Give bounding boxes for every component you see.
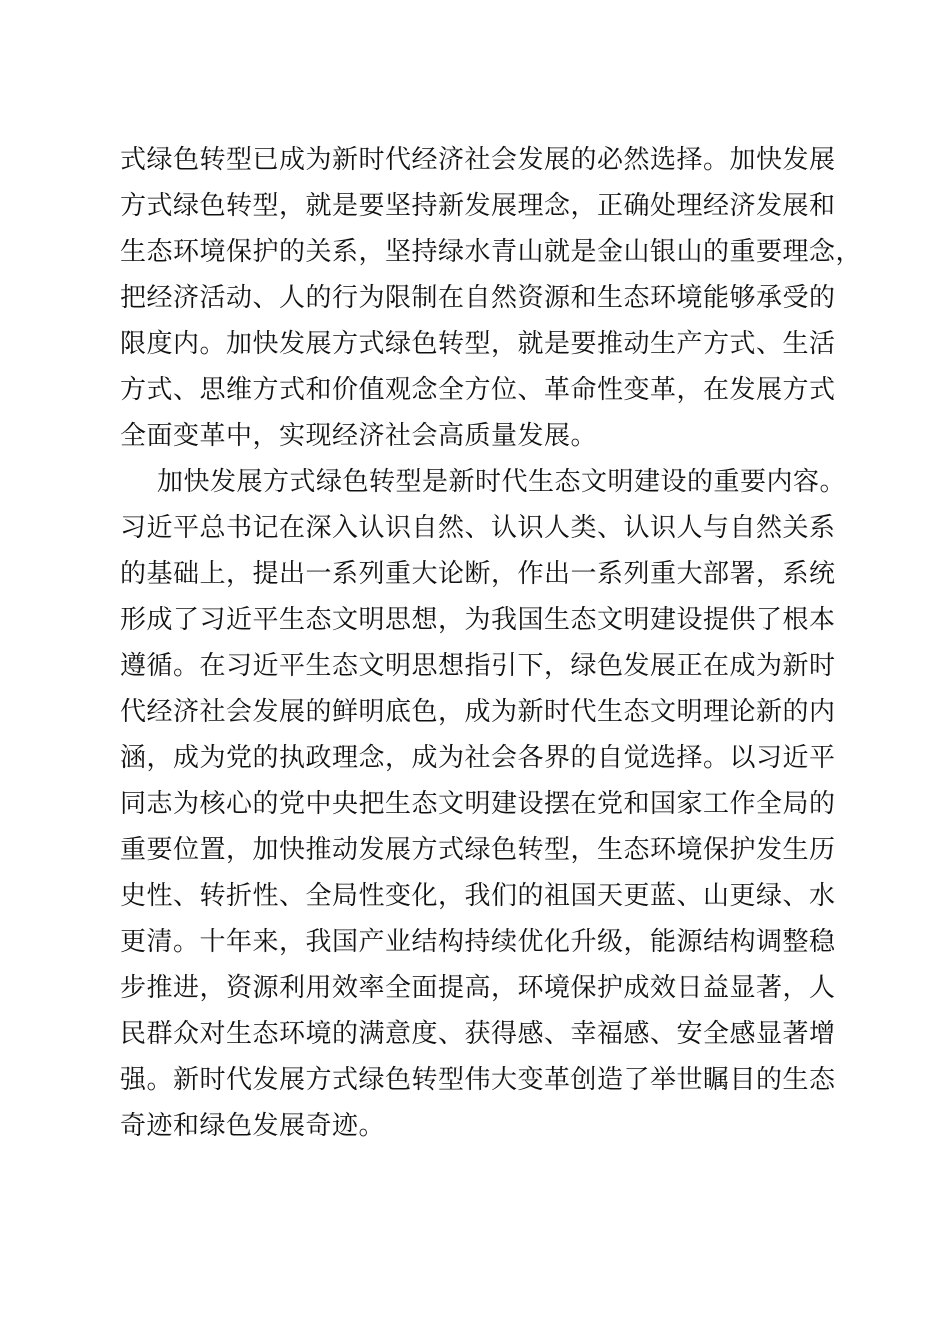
text-line: 形成了习近平生态文明思想，为我国生态文明建设提供了根本 [120,605,836,635]
text-line: 民群众对生态环境的满意度、获得感、幸福感、安全感显著增 [120,1019,836,1049]
text-line: 的基础上，提出一系列重大论断，作出一系列重大部署，系统 [120,559,836,589]
text-line: 史性、转折性、全局性变化，我们的祖国天更蓝、山更绿、水 [120,881,836,911]
text-line: 同志为核心的党中央把生态文明建设摆在党和国家工作全局的 [120,789,836,819]
text-line: 把经济活动、人的行为限制在自然资源和生态环境能够承受的 [120,283,836,313]
text-line: 遵循。在习近平生态文明思想指引下，绿色发展正在成为新时 [120,651,836,681]
text-line: 限度内。加快发展方式绿色转型，就是要推动生产方式、生活 [120,329,836,359]
text-line: 重要位置，加快推动发展方式绿色转型，生态环境保护发生历 [120,835,836,865]
text-line: 全面变革中，实现经济社会高质量发展。 [120,421,598,451]
text-line: 习近平总书记在深入认识自然、认识人类、认识人与自然关系 [120,513,836,543]
text-line: 代经济社会发展的鲜明底色，成为新时代生态文明理论新的内 [120,697,836,727]
text-line: 涵，成为党的执政理念，成为社会各界的自觉选择。以习近平 [120,743,836,773]
text-line: 奇迹和绿色发展奇迹。 [120,1111,386,1141]
text-line: 步推进，资源利用效率全面提高，环境保护成效日益显著，人 [120,973,836,1003]
text-line: 方式、思维方式和价值观念全方位、革命性变革，在发展方式 [120,375,836,405]
text-line: 加快发展方式绿色转型是新时代生态文明建设的重要内容。 [157,467,847,497]
text-line: 更清。十年来，我国产业结构持续优化升级，能源结构调整稳 [120,927,836,957]
text-line: 生态环境保护的关系，坚持绿水青山就是金山银山的重要理念， [120,237,863,267]
text-line: 方式绿色转型，就是要坚持新发展理念，正确处理经济发展和 [120,191,836,221]
text-line: 强。新时代发展方式绿色转型伟大变革创造了举世瞩目的生态 [120,1065,836,1095]
text-line: 式绿色转型已成为新时代经济社会发展的必然选择。加快发展 [120,145,836,175]
